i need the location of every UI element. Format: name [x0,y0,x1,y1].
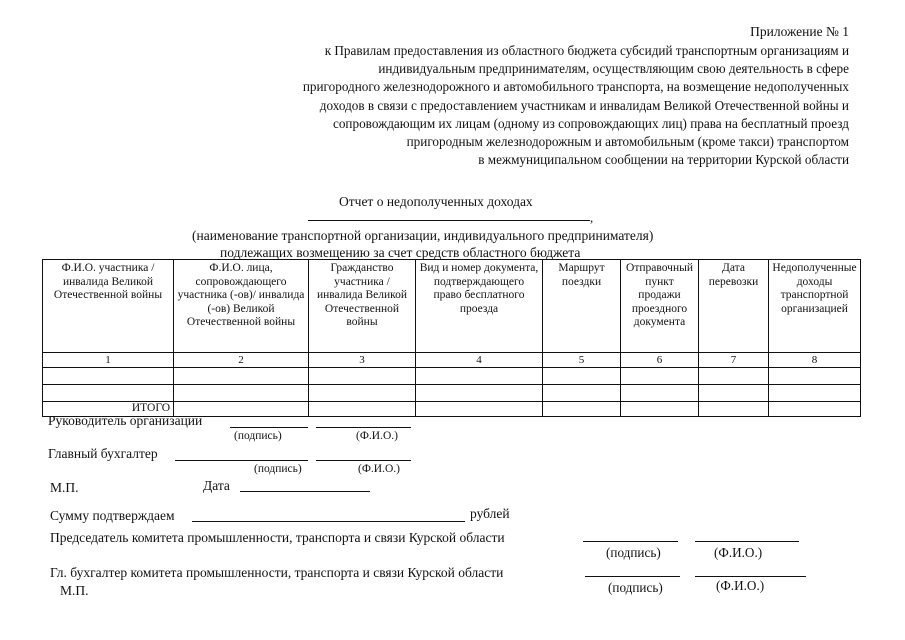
head-name-caption: (Ф.И.О.) [356,430,398,442]
table-header-cell: Ф.И.О. участника / инвалида Великой Отечественной войны [43,260,174,353]
table-cell[interactable] [309,402,416,417]
table-cell[interactable] [543,368,621,385]
rubles-label: рублей [470,506,510,521]
total-label: ИТОГО [43,402,174,417]
chief-accountant-signature-caption: (подпись) [254,463,302,475]
table-header-cell: Гражданство участника / инвалида Великой Отечественной войны [309,260,416,353]
chairman-signature-caption: (подпись) [606,545,661,560]
column-number: 2 [174,353,309,368]
table-cell[interactable] [174,368,309,385]
column-number: 4 [416,353,543,368]
appendix-line: пригородного железнодорожного и автомобильного транспорта, на возмещение недополученных [302,79,849,95]
head-signature-line[interactable] [230,427,308,428]
table-cell[interactable] [699,402,769,417]
chief-accountant-signature-line[interactable] [175,460,308,461]
committee-accountant-signature-line[interactable] [585,576,680,577]
organization-subcaption: подлежащих возмещению за счет средств областного бюджета [220,245,581,260]
table-number-row [43,353,861,368]
chairman-label: Председатель комитета промышленности, транспорта и связи Курской области [50,530,505,545]
appendix-line: в межмуниципальном сообщении на территории Курской области [478,152,849,168]
chairman-name-caption: (Ф.И.О.) [714,545,763,560]
column-number: 5 [543,353,621,368]
sum-label: Сумму подтверждаем [50,508,175,523]
appendix-body [189,42,849,169]
table-header-row [43,260,861,353]
table-cell[interactable] [621,402,699,417]
table-cell[interactable] [699,385,769,402]
table-header-cell: Недополученные доходы транспортной организацией [769,260,861,353]
chief-accountant-name-line[interactable] [316,460,411,461]
committee-accountant-signature-caption: (подпись) [608,580,663,595]
table-cell[interactable] [769,385,861,402]
table-row [43,368,861,385]
table-cell[interactable] [416,402,543,417]
committee-accountant-name-caption: (Ф.И.О.) [716,578,765,593]
chairman-signature-line[interactable] [583,541,678,542]
table-header-cell: Вид и номер документа, подтверждающего право бесплатного проезда [416,260,543,353]
table-header-cell: Отправочный пункт продажи проездного документа [621,260,699,353]
stamp-label-2: М.П. [60,583,89,598]
column-number: 1 [43,353,174,368]
organization-caption: (наименование транспортной организации, индивидуального предпринимателя) [192,228,654,243]
table-cell[interactable] [699,368,769,385]
committee-accountant-label: Гл. бухгалтер комитета промышленности, транспорта и связи Курской области [50,565,504,580]
organization-name-line [308,220,590,221]
chief-accountant-name-caption: (Ф.И.О.) [358,463,400,475]
column-number: 6 [621,353,699,368]
table-cell[interactable] [416,368,543,385]
table-cell[interactable] [543,385,621,402]
sum-line[interactable] [192,521,465,522]
table-header-cell: Маршрут поездки [543,260,621,353]
date-label: Дата [203,478,230,493]
date-line[interactable] [240,491,370,492]
table-row [43,385,861,402]
table-cell[interactable] [621,385,699,402]
table-cell[interactable] [769,402,861,417]
table-cell[interactable] [769,368,861,385]
column-number: 7 [699,353,769,368]
head-signature-caption: (подпись) [234,430,282,442]
head-label: Руководитель организации [48,413,203,428]
chief-accountant-label: Главный бухгалтер [48,446,158,461]
table-cell[interactable] [174,385,309,402]
appendix-title: Приложение № 1 [750,24,849,39]
report-title: Отчет о недополученных доходах [339,194,533,209]
table-cell[interactable] [309,368,416,385]
table-cell[interactable] [43,385,174,402]
stamp-label: М.П. [50,480,79,495]
table-cell[interactable] [543,402,621,417]
column-number: 3 [309,353,416,368]
organization-comma: , [590,210,594,225]
appendix-line: пригородным железнодорожным и автомобильным (кроме такси) транспортом [406,134,849,150]
appendix-line: индивидуальным предпринимателям, осуществляющим свою деятельность в сфере [378,61,849,77]
chairman-name-line[interactable] [695,541,799,542]
head-name-line[interactable] [316,427,411,428]
table-cell[interactable] [621,368,699,385]
table-cell[interactable] [309,385,416,402]
table-cell[interactable] [43,368,174,385]
table-cell[interactable] [416,385,543,402]
column-number: 8 [769,353,861,368]
appendix-line: сопровождающим их лицам (одному из сопровождающих лиц) права на бесплатный проезд [332,115,849,131]
appendix-line: к Правилам предоставления из областного бюджета субсидий транспортным организациям и [324,43,849,58]
committee-accountant-name-line[interactable] [695,576,806,577]
appendix-line: доходов в связи с предоставлением участникам и инвалидам Великой Отечественной войны и [319,97,849,113]
table-header-cell: Ф.И.О. лица, сопровождающего участника (-ов)/ инвалида (-ов) Великой Отечественной войны [174,260,309,353]
table-header-cell: Дата перевозки [699,260,769,353]
report-table [42,259,861,417]
